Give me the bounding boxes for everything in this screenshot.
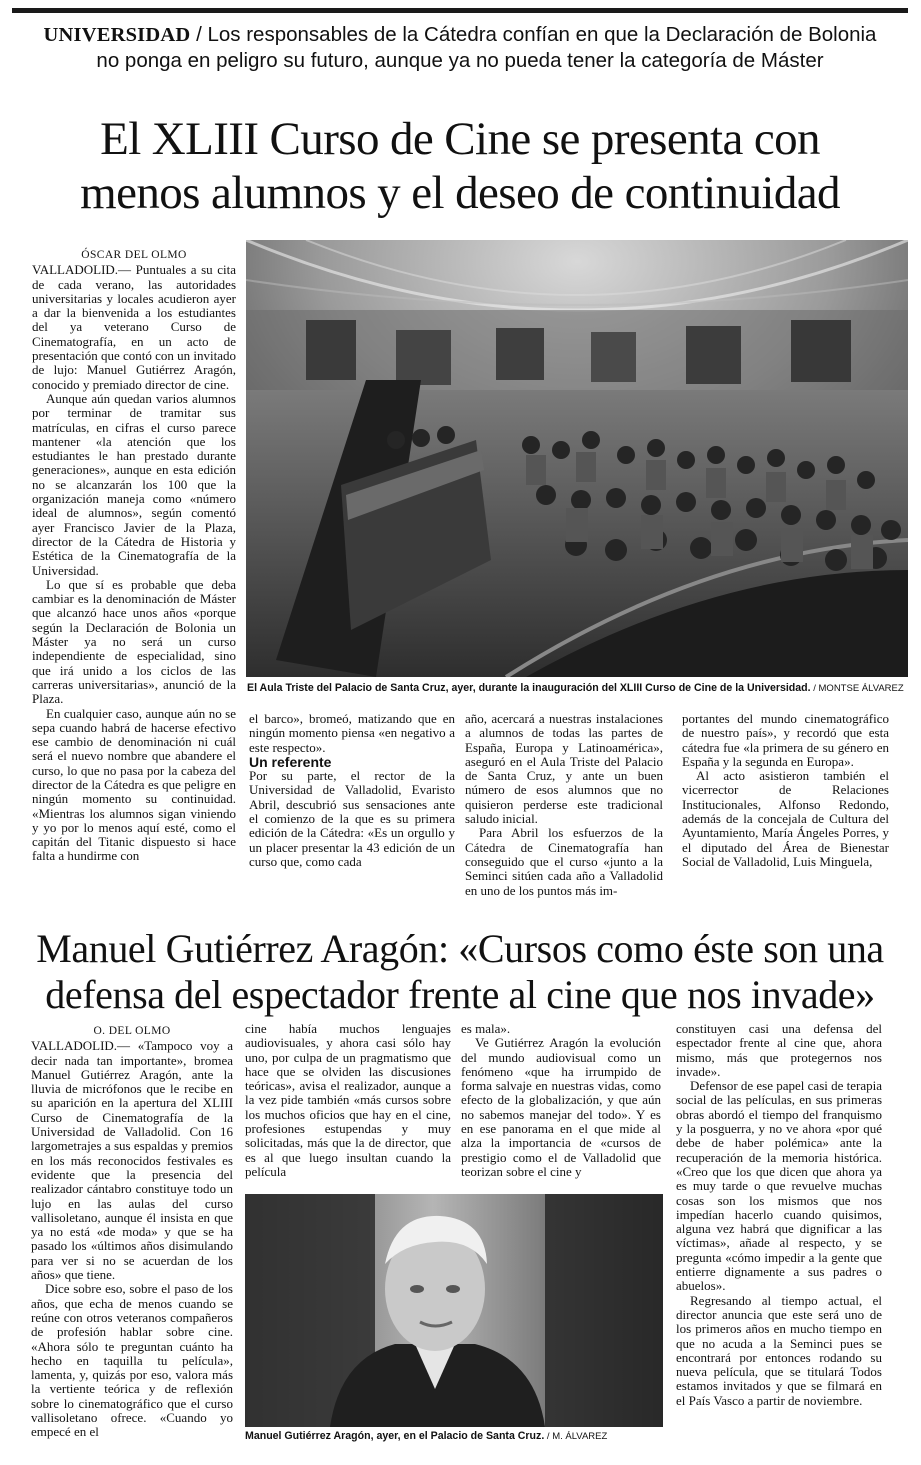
article2-paragraph: es mala». [461, 1021, 511, 1036]
article2-column-3 [461, 1022, 661, 1190]
article2-caption-text: Manuel Gutiérrez Aragón, ayer, en el Palacio de Santa Cruz. [245, 1430, 545, 1442]
article2-paragraph: VALLADOLID.— «Tampoco voy a decir nada tan importante», bromea Manuel Gutiérrez Aragón, ante la lluvia de micrófonos que le recibe en su aparición en la apertura del XLIII Curso de Cinematografía de la Universidad de Valladolid. Con 16 largometrajes a sus espaldas y premios en los más reconocidos festivales es evidente que la presencia del realizador cántabro constituye todo un lujo en las aulas del curso vallisoletano, aunque él insista en que ya no está «de moda» y que se ha pasado los «últimos años disimulando para ver si no se acuerdan de los años» que tiene. [31, 1038, 233, 1283]
article1-paragraph: Para Abril los esfuerzos de la Cátedra de Cinematografía han conseguido que el curso «junto a la Seminci sitúen cada año a Valladolid en uno de los puntos más im- [465, 825, 663, 898]
article2-paragraph: Defensor de ese papel casi de terapia social de las películas, en sus primeras obras abordó el tiempo del franquismo y la posguerra, y no ve ahora «por qué debe de haber polémica» ante la recuperación de la memoria histórica. «Creo que los que dicen que ahora ya es muy tarde o que revuelve muchas cosas son los mismos que nos impedían hacerlo cuando quisimos, alguna vez habrá que dignificar a las víctimas», añade al respecto, y se pregunta «cómo impedir a la gente que entierre dignamente a sus padres o abuelos». [676, 1078, 883, 1294]
article1-byline: ÓSCAR DEL OLMO [81, 249, 187, 261]
kicker-text-1: Los responsables de la Cátedra confían en que la Declaración de Bolonia [207, 23, 877, 46]
article2-column-2 [245, 1022, 451, 1190]
article1-paragraph: Aunque aún quedan varios alumnos por terminar de tramitar sus matrículas, en cifras el curso parece mantener «la atención que los estudiantes le han prestado durante generaciones», aunque en esta edición no se alcanzarán los 100 que la organización maneja como «número ideal de alumnos», según comentó ayer Francisco Javier de la Plaza, director de la Cátedra de Historia y Estética de la Cinematografía de la Universidad. [32, 390, 236, 578]
article1-paragraph: VALLADOLID.— Puntuales a su cita de cada verano, las autoridades universitarias y locales acudieron ayer a dar la bienvenida a los estudiantes del ya veterano Curso de Cinematografía, en un acto de presentación que contó con un invitado de lujo: Manuel Gutiérrez Aragón, conocido y premiado director de cine. [32, 262, 236, 392]
article2-photo [245, 1194, 663, 1427]
article1-column-1 [32, 248, 236, 908]
article1-subhead: Un referente [249, 753, 332, 770]
kicker-section: UNIVERSIDAD [43, 24, 191, 46]
article1-headline-line2: menos alumnos y el deseo de continuidad [80, 167, 840, 219]
article1-paragraph: En cualquier caso, aunque aún no se sepa cuando habrá de hacerse efectivo ese cambio de denominación ni cuál será el nuevo nombre que abandere el curso, lo que no pasa por la cabeza del director de la Cátedra es que peligre en ningún momento su continuidad. «Mientras los alumnos sigan viniendo y yo por lo menos aquí esté, como el capitán del Titanic dispuesto si hace falta a hundirme con [32, 705, 236, 864]
article1-paragraph: portantes del mundo cinematográfico de nuestro país», y recordó que esta cátedra fue «la primera de su género en España y la segunda en Europa». [682, 711, 889, 769]
article1-caption-text: El Aula Triste del Palacio de Santa Cruz, ayer, durante la inauguración del XLIII Curso de Cine de la Universidad. [247, 682, 811, 694]
article1-photo [246, 240, 908, 677]
article2-paragraph: constituyen casi una defensa del espectador frente al cine que, ahora mismo, más que protegernos nos invade». [676, 1021, 882, 1079]
kicker [12, 22, 908, 74]
article1-column-2 [249, 712, 455, 908]
gutierrez-aragon-portrait [245, 1194, 663, 1427]
article1-photo-credit: / MONTSE ÁLVAREZ [810, 683, 904, 694]
article1-paragraph: año, acercará a nuestras instalaciones a alumnos de todas las partes de España, Europa y Latinoamérica», aseguró en el Aula Triste del Palacio de Santa Cruz, y ante un buen número de esos alumnos que no quisieron perderse este tradicional saludo inicial. [465, 711, 663, 827]
article1-headline [12, 112, 908, 220]
kicker-text-2: no ponga en peligro su futuro, aunque ya no pueda tener la categoría de Máster [96, 49, 824, 72]
article2-byline: O. DEL OLMO [93, 1025, 171, 1037]
article1-paragraph: Por su parte, el rector de la Universidad de Valladolid, Evaristo Abril, descubrió sus sensaciones ante el comienzo de la que es su primera edición de la Cátedra: «Es un orgullo y un placer presentar la 43 edición de un curso que, como cada [249, 768, 455, 869]
aula-triste-photo [246, 240, 908, 677]
article2-paragraph: Regresando al tiempo actual, el director anuncia que este será uno de los primeros años en mucho tiempo en que no acuda a la Seminci pues se encontrará por entonces rodando su nueva película, que se titulará Todos estamos invitados y que se filmará en el País Vasco a partir de noviembre. [676, 1292, 882, 1408]
article2-paragraph: Ve Gutiérrez Aragón la evolución del mundo audiovisual como un fenómeno «que ha irrumpido de forma salvaje en nuestras vidas, como efecto de la globalización, y que aún no sabemos manejar del todo». Y es en ese panorama en el que mide al alza la importancia de «cursos de prestigio como el de Valladolid que teorizan sobre el cine y [461, 1035, 661, 1179]
article2-headline-line1: Manuel Gutiérrez Aragón: «Cursos como éste son una [36, 926, 884, 971]
article1-photo-caption [247, 682, 904, 695]
article2-paragraph: Dice sobre eso, sobre el paso de los años, que echa de menos cuando se reúne con otros veteranos compañeros de profesión hablar sobre cine. «Ahora sólo te preguntan cuánto ha hecho en taquilla tu película», lamenta, y, quizás por eso, valora más la vertiente teórica y de reflexión sobre lo cinematográfico que el curso vallisoletano ofrece. «Cuando yo empecé en el [31, 1281, 233, 1440]
article2-photo-caption [245, 1430, 607, 1443]
article1-headline-line1: El XLIII Curso de Cine se presenta con [100, 113, 820, 165]
article2-headline-line2: defensa del espectador frente al cine que nos invade» [45, 972, 875, 1017]
article2-photo-credit: / M. ÁLVAREZ [544, 1431, 608, 1442]
kicker-separator: / [190, 23, 208, 46]
article2-paragraph: cine había muchos lenguajes audiovisuales, y ahora casi sólo hay uno, por culpa de un pragmatismo que hace que se olviden las discusiones teóricas», avisa el realizador, aunque a la vez pide también «más cursos sobre los muchos oficios que hay en el cine, profesiones estupendas y muy solicitadas, más que la de director, que es al que luego insultan cuando la película [245, 1021, 451, 1179]
article1-paragraph: Al acto asistieron también el vicerrector de Relaciones Institucionales, Alfonso Redondo, además de la concejala de Cultura del Ayuntamiento, María Ángeles Porres, y el diputado del Área de Bienestar Social de Valladolid, Luis Minguela, [682, 768, 889, 869]
article2-column-4 [676, 1022, 882, 1452]
top-rule [12, 8, 908, 13]
article2-headline [12, 926, 908, 1018]
article1-paragraph: el barco», bromeó, matizando que en ningún momento piensa «en negativo a este respecto». [249, 711, 455, 755]
article2-column-1 [31, 1024, 233, 1452]
article1-paragraph: Lo que sí es probable que deba cambiar es la denominación de Máster que alcanzó hace unos años «porque según la Declaración de Bolonia un Máster ya no será un curso independiente de especialidad, sino que irá unido a los ciclos de las carreras universitarias», anunció de la Plaza. [32, 576, 236, 707]
article1-column-4 [682, 712, 889, 908]
article1-column-3 [465, 712, 663, 908]
kicker-line-1 [12, 22, 908, 48]
